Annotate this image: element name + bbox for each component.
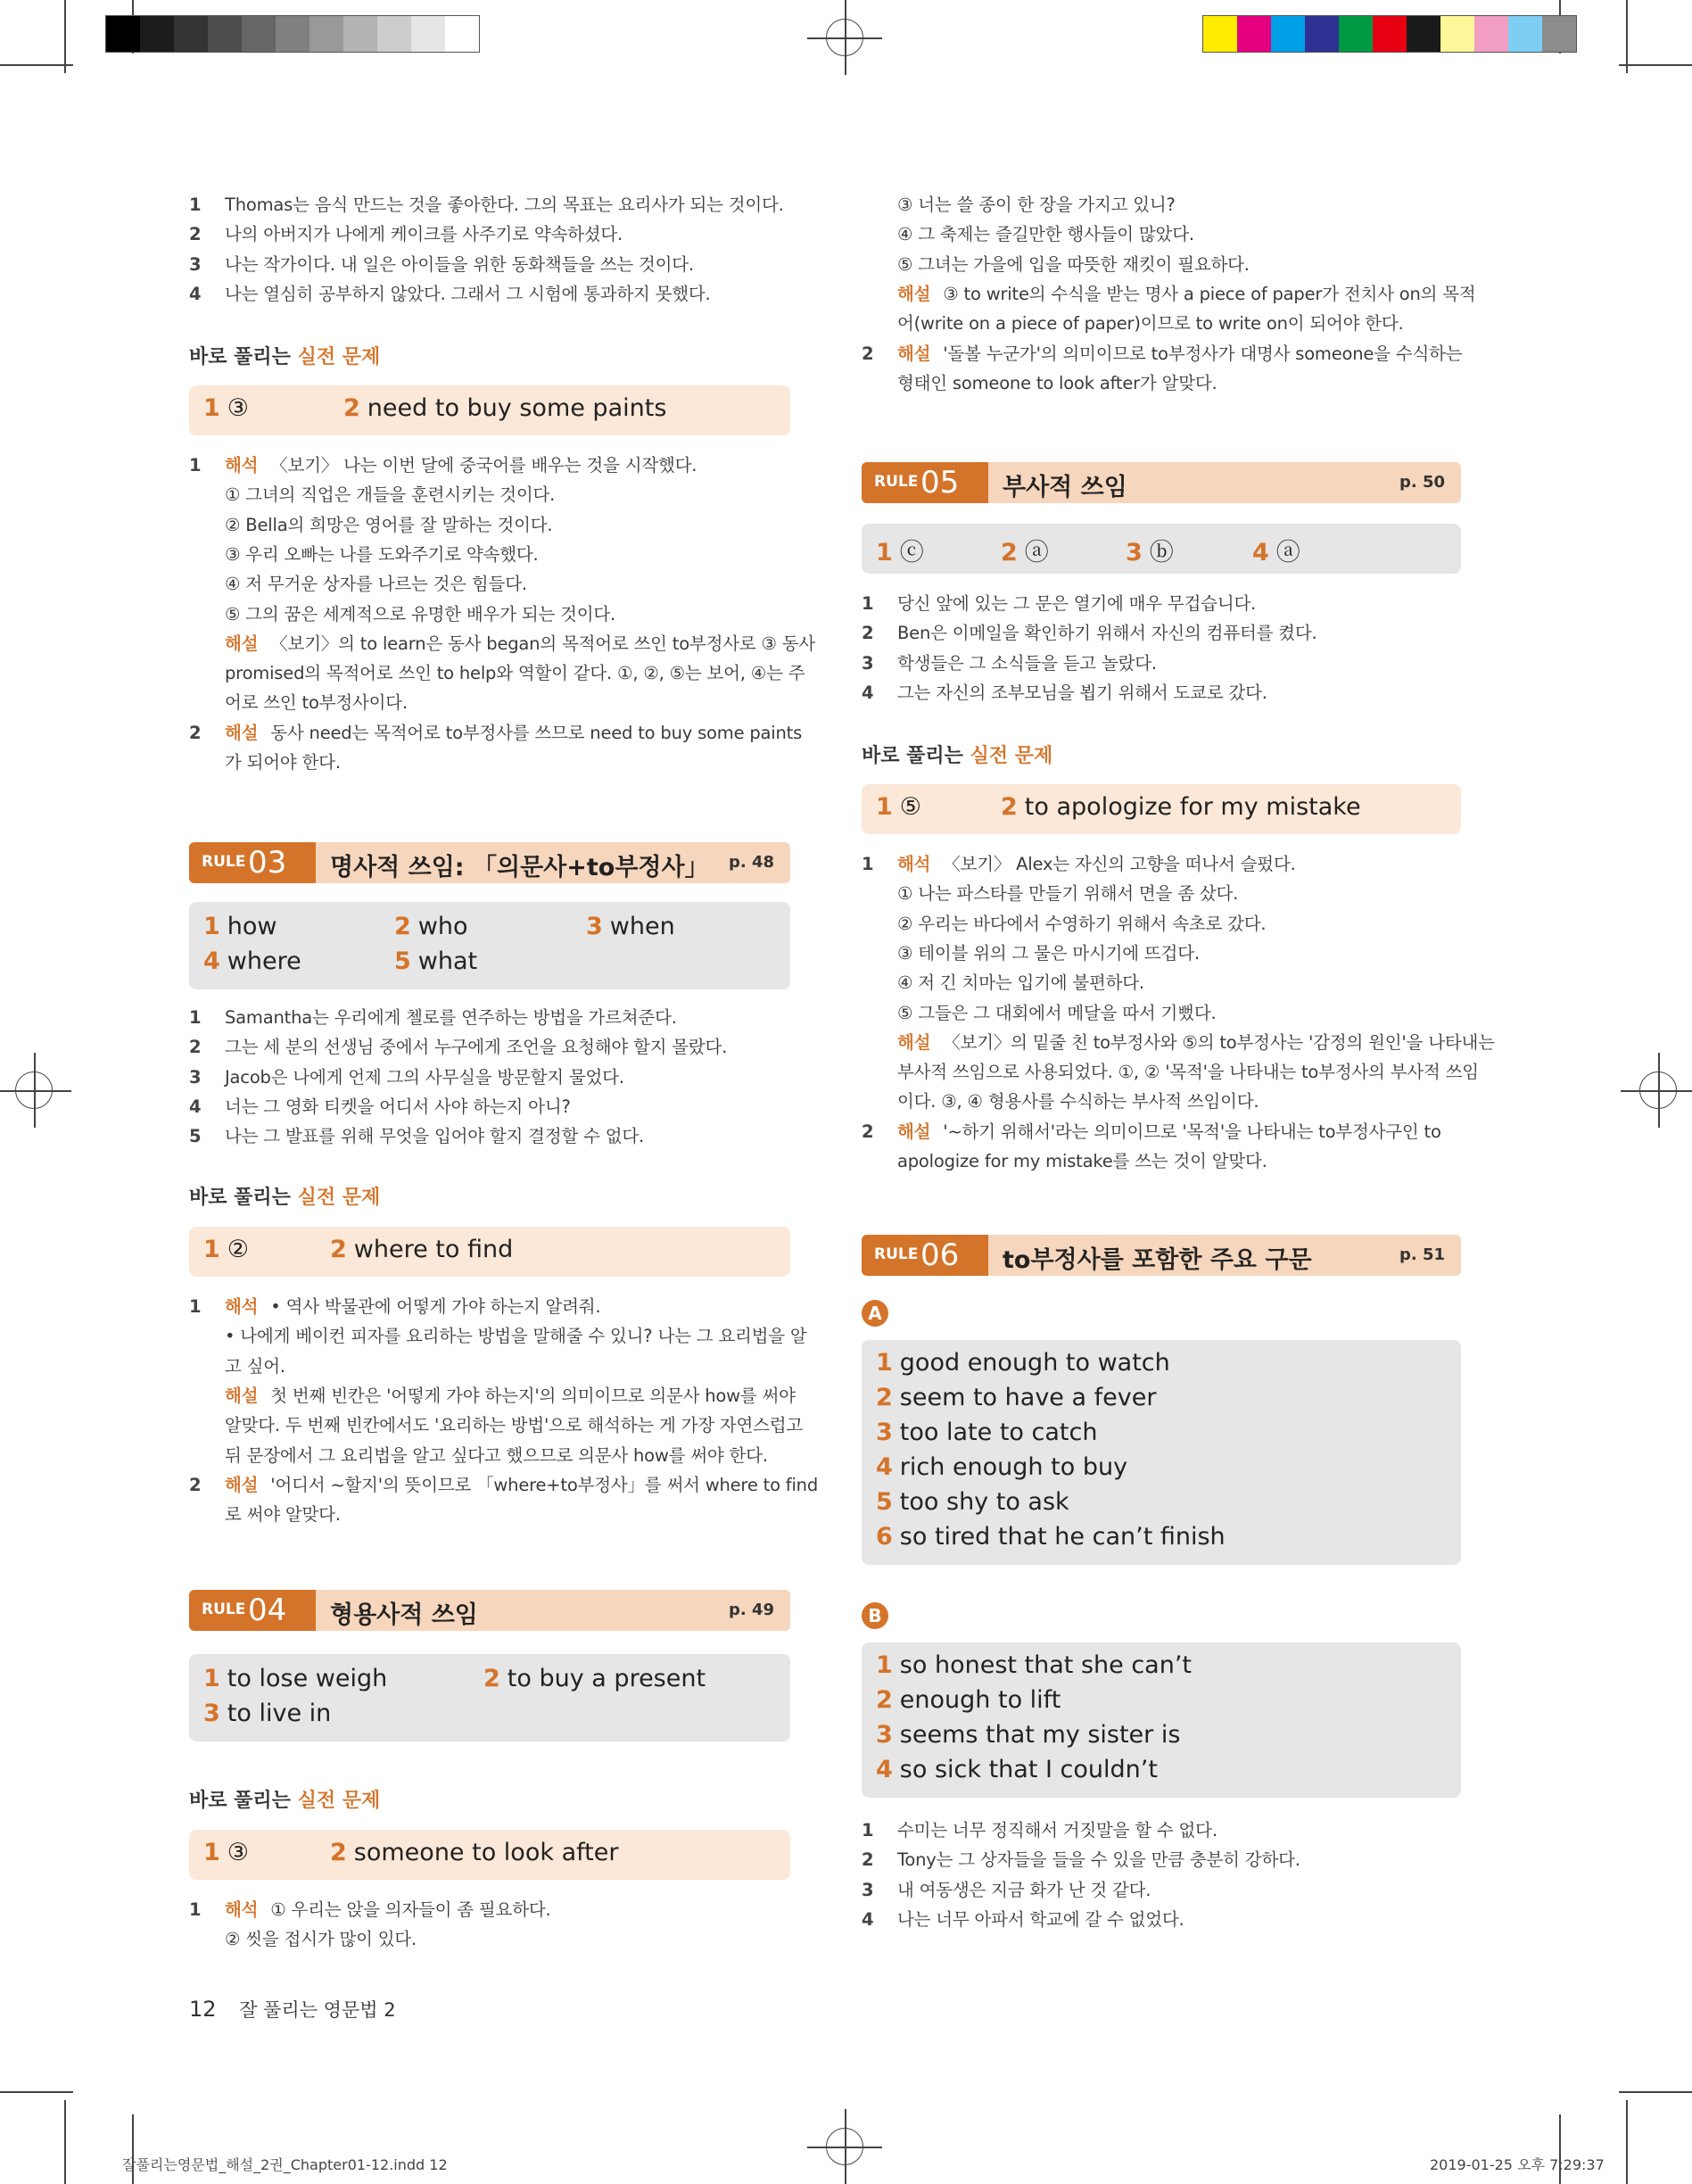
line-body: 나의 아버지가 나에게 케이크를 사주기로 약속하셨다. bbox=[225, 224, 623, 245]
line-body: 알맞다. 두 번째 빈칸에서도 '요리하는 방법'으로 해석하는 게 가장 자연스럽고 bbox=[225, 1415, 804, 1436]
label-tag: 해석 bbox=[225, 1899, 259, 1920]
line-body: ① 그녀의 직업은 개들을 훈련시키는 것이다. bbox=[225, 484, 556, 506]
date-slug: 2019-01-25 오후 7:29:37 bbox=[1430, 2156, 1605, 2173]
item-number: 4 bbox=[862, 682, 874, 703]
line-body: 어(write on a piece of paper)이므로 to write on이 되어야 한다. bbox=[897, 313, 1404, 335]
answer-item: 2 to buy a present bbox=[483, 1665, 706, 1692]
label-tag: 해석 bbox=[225, 1296, 259, 1317]
crop-mark bbox=[64, 2100, 66, 2184]
book-title: 잘 풀리는 영문법 2 bbox=[239, 1999, 396, 2021]
line-body: 가 되어야 한다. bbox=[225, 752, 341, 773]
answer-item: 3 ⓑ bbox=[1126, 539, 1174, 567]
line-text bbox=[897, 939, 1200, 968]
line-text bbox=[897, 1117, 1441, 1146]
color-swatch bbox=[1203, 16, 1237, 52]
answer-box bbox=[862, 1340, 1461, 1565]
line-body: ③ 우리 오빠는 나를 도와주기로 약속했다. bbox=[225, 543, 539, 565]
line-text bbox=[897, 1057, 1479, 1087]
answer-box bbox=[189, 1830, 790, 1880]
item-number: 1 bbox=[189, 1899, 202, 1920]
item-number: 2 bbox=[862, 623, 874, 644]
answer-item: 1 good enough to watch bbox=[876, 1349, 1170, 1377]
item-number: 2 bbox=[189, 1474, 202, 1495]
color-swatch bbox=[106, 16, 140, 52]
line-text bbox=[897, 190, 1176, 219]
line-text bbox=[225, 1470, 818, 1500]
answer-item: 4 rich enough to buy bbox=[876, 1453, 1128, 1481]
item-number: 2 bbox=[862, 343, 874, 364]
item-number: 1 bbox=[189, 194, 202, 215]
color-swatch bbox=[276, 16, 310, 52]
page-ref: p. 49 bbox=[728, 1601, 774, 1619]
answer-item: 2 who bbox=[394, 913, 468, 940]
line-text bbox=[897, 1905, 1184, 1934]
line-text bbox=[897, 1816, 1217, 1845]
answer-item: 2 ⓐ bbox=[1001, 539, 1049, 567]
line-text bbox=[897, 339, 1462, 368]
color-swatch bbox=[445, 16, 479, 52]
answer-item: 3 too late to catch bbox=[876, 1419, 1098, 1446]
line-body: Tony는 그 상자들을 들을 수 있을 만큼 충분히 강하다. bbox=[897, 1849, 1300, 1871]
answer-item: 2 seem to have a fever bbox=[876, 1384, 1157, 1411]
line-text bbox=[225, 1032, 727, 1062]
answer-item: 5 too shy to ask bbox=[876, 1488, 1069, 1516]
line-body: 형태인 someone to look after가 알맞다. bbox=[897, 372, 1217, 393]
line-text bbox=[225, 658, 805, 688]
label-tag: 해설 bbox=[225, 1474, 259, 1495]
color-calibration-bar bbox=[1202, 15, 1577, 53]
line-text bbox=[897, 909, 1266, 939]
line-text bbox=[897, 849, 1296, 879]
registration-mark bbox=[0, 1053, 71, 1128]
color-swatch bbox=[310, 16, 343, 52]
item-number: 3 bbox=[862, 1879, 874, 1900]
rule-title: to부정사를 포함한 주요 구문 bbox=[1003, 1246, 1312, 1274]
line-body: 수미는 너무 정직해서 거짓말을 할 수 없다. bbox=[897, 1820, 1217, 1841]
line-text bbox=[897, 1845, 1300, 1874]
line-text bbox=[897, 1028, 1495, 1057]
file-slug: 잘풀리는영문법_해설_2권_Chapter01-12.indd 12 bbox=[122, 2156, 448, 2173]
rule-title: 형용사적 쓰임 bbox=[330, 1601, 478, 1629]
color-swatch bbox=[208, 16, 242, 52]
line-body: '돌볼 누군가'의 의미이므로 to부정사가 대명사 someone을 수식하는 bbox=[943, 343, 1463, 364]
color-swatch bbox=[343, 16, 377, 52]
answer-item: 4 so sick that I couldn’t bbox=[876, 1756, 1158, 1783]
registration-mark bbox=[807, 0, 882, 75]
color-swatch bbox=[242, 16, 276, 52]
item-number: 5 bbox=[189, 1126, 202, 1147]
line-body: Samantha는 우리에게 첼로를 연주하는 방법을 가르쳐준다. bbox=[225, 1007, 677, 1028]
label-tag: 해설 bbox=[225, 722, 259, 743]
answer-item: 2 where to find bbox=[330, 1236, 514, 1263]
line-text bbox=[897, 649, 1157, 678]
registration-mark bbox=[807, 2109, 882, 2184]
line-body: 로 써야 알맞다. bbox=[225, 1504, 341, 1526]
line-body: ⑤ 그들은 그 대회에서 메달을 따서 기뻤다. bbox=[897, 1002, 1217, 1023]
item-number: 1 bbox=[189, 1007, 202, 1028]
line-text bbox=[225, 1895, 550, 1924]
line-text bbox=[897, 998, 1216, 1028]
label-tag: 해석 bbox=[897, 854, 931, 874]
line-body: '어디서 ~할지'의 뜻이므로 「where+to부정사」를 써서 where to find bbox=[270, 1474, 819, 1495]
line-body: apologize for my mistake를 쓰는 것이 알맞다. bbox=[897, 1151, 1267, 1171]
label-tag: 해설 bbox=[897, 1121, 931, 1142]
line-text bbox=[225, 1121, 644, 1151]
page-ref: p. 48 bbox=[728, 853, 774, 872]
item-number: 3 bbox=[862, 652, 874, 674]
answer-item: 5 what bbox=[394, 947, 478, 975]
label-tag: 해설 bbox=[897, 1031, 931, 1053]
line-body: • 나에게 베이컨 피자를 요리하는 방법을 말해줄 수 있니? 나는 그 요리법을 알 bbox=[225, 1326, 807, 1347]
line-text bbox=[225, 1292, 600, 1321]
line-body: ③ 너는 쓸 종이 한 장을 가지고 있니? bbox=[897, 194, 1176, 215]
answer-item: 1 how bbox=[203, 913, 277, 940]
item-number: 2 bbox=[862, 1849, 874, 1871]
answer-item: 1 ⑤ bbox=[876, 793, 922, 821]
answer-item: 1 to lose weigh bbox=[203, 1665, 388, 1692]
line-text bbox=[897, 219, 1194, 249]
label-tag: 해설 bbox=[897, 343, 931, 364]
line-text bbox=[225, 510, 552, 540]
line-body: Thomas는 음식 만드는 것을 좋아한다. 그의 목표는 요리사가 되는 것이다. bbox=[225, 194, 784, 215]
color-swatch bbox=[1339, 16, 1373, 52]
registration-mark bbox=[1621, 1053, 1692, 1128]
answer-box bbox=[189, 902, 790, 989]
page-ref: p. 50 bbox=[1399, 473, 1445, 492]
line-text bbox=[225, 569, 527, 599]
line-text bbox=[897, 589, 1256, 618]
answer-item: 4 where bbox=[203, 947, 301, 975]
item-number: 1 bbox=[189, 1296, 202, 1317]
line-text bbox=[225, 688, 408, 717]
crop-mark bbox=[1626, 0, 1628, 73]
section-b-badge: B bbox=[862, 1602, 888, 1629]
line-text bbox=[225, 1410, 803, 1440]
answer-item: 1 ③ bbox=[203, 394, 250, 422]
line-body: 그는 자신의 조부모님을 뵙기 위해서 도쿄로 갔다. bbox=[897, 682, 1267, 703]
line-text bbox=[897, 618, 1317, 648]
line-text bbox=[897, 279, 1476, 309]
line-body: ③ 테이블 위의 그 물은 마시기에 뜨겁다. bbox=[897, 942, 1200, 964]
line-body: 고 싶어. bbox=[225, 1355, 285, 1377]
item-number: 1 bbox=[862, 593, 874, 614]
practice-heading: 바로 풀리는 실전 문제 bbox=[189, 346, 381, 368]
line-body: ① 우리는 앉을 의자들이 좀 필요하다. bbox=[270, 1899, 551, 1920]
line-body: ③ to write의 수식을 받는 명사 a piece of paper가 전치사 on의 목적 bbox=[943, 283, 1476, 304]
line-body: 당신 앞에 있는 그 문은 열기에 매우 무겁습니다. bbox=[897, 593, 1257, 614]
rule-title: 명사적 쓰임: 「의문사+to부정사」 bbox=[330, 854, 709, 881]
page-footer bbox=[189, 1996, 396, 2023]
line-body: 나는 그 발표를 위해 무엇을 입어야 할지 결정할 수 없다. bbox=[225, 1126, 644, 1147]
item-number: 3 bbox=[189, 1066, 202, 1088]
line-text bbox=[225, 451, 697, 480]
line-text bbox=[225, 1063, 624, 1092]
answer-item: 6 so tired that he can’t finish bbox=[876, 1523, 1226, 1551]
rule-06-header: RULE 06 to부정사를 포함한 주요 구문 p. 51 bbox=[862, 1235, 1461, 1276]
line-text bbox=[897, 250, 1250, 279]
line-body: 동사 need는 목적어로 to부정사를 쓰므로 need to buy some paints bbox=[270, 722, 803, 743]
line-text bbox=[897, 309, 1404, 338]
line-body: 뒤 문장에서 그 요리법을 알고 싶다고 했으므로 의문사 how를 써야 한다. bbox=[225, 1444, 768, 1466]
answer-box bbox=[189, 385, 790, 435]
item-number: 2 bbox=[189, 224, 202, 245]
line-body: 부사적 쓰임으로 사용되었다. ①, ② '목적'을 나타내는 to부정사의 부사적 쓰임 bbox=[897, 1062, 1479, 1083]
line-text bbox=[225, 1321, 807, 1351]
answer-item: 1 ⓒ bbox=[876, 539, 924, 567]
answer-box bbox=[862, 524, 1461, 574]
line-body: 내 여동생은 지금 화가 난 것 같다. bbox=[897, 1879, 1151, 1900]
color-swatch bbox=[140, 16, 174, 52]
rule-title: 부사적 쓰임 bbox=[1003, 474, 1127, 501]
rule-05-header: RULE 05 부사적 쓰임 p. 50 bbox=[862, 462, 1461, 503]
line-text bbox=[897, 879, 1238, 908]
line-text bbox=[225, 480, 555, 509]
answer-item: 2 enough to lift bbox=[876, 1686, 1061, 1714]
color-swatch bbox=[1407, 16, 1440, 52]
line-text bbox=[225, 1381, 796, 1410]
line-text bbox=[225, 219, 623, 249]
line-text bbox=[897, 1087, 1259, 1116]
line-text bbox=[225, 540, 538, 569]
line-body: '~하기 위해서'라는 의미이므로 '목적'을 나타내는 to부정사구인 to bbox=[943, 1121, 1441, 1142]
color-swatch bbox=[1542, 16, 1576, 52]
item-number: 2 bbox=[862, 1121, 874, 1142]
line-body: 나는 너무 아파서 학교에 갈 수 없었다. bbox=[897, 1908, 1184, 1930]
color-swatch bbox=[411, 16, 445, 52]
line-body: 학생들은 그 소식들을 듣고 놀랐다. bbox=[897, 652, 1157, 674]
line-body: ⑤ 그의 꿈은 세계적으로 유명한 배우가 되는 것이다. bbox=[225, 603, 616, 625]
line-text bbox=[225, 1003, 677, 1032]
line-body: 〈보기〉 나는 이번 달에 중국어를 배우는 것을 시작했다. bbox=[270, 455, 697, 476]
color-swatch bbox=[1373, 16, 1407, 52]
line-body: ④ 그 축제는 즐길만한 행사들이 많았다. bbox=[897, 224, 1194, 245]
answer-item: 3 seems that my sister is bbox=[876, 1721, 1181, 1749]
item-number: 2 bbox=[189, 722, 202, 743]
line-text bbox=[225, 1092, 571, 1121]
rule-03-header: RULE 03 명사적 쓰임: 「의문사+to부정사」 p. 48 bbox=[189, 842, 790, 883]
practice-heading: 바로 풀리는 실전 문제 bbox=[189, 1187, 381, 1209]
answer-box bbox=[862, 784, 1461, 834]
line-body: 첫 번째 빈칸은 '어떻게 가야 하는지'의 의미이므로 의문사 how를 써야 bbox=[270, 1385, 796, 1406]
practice-heading: 바로 풀리는 실전 문제 bbox=[862, 745, 1053, 767]
line-text bbox=[225, 1441, 768, 1470]
color-swatch bbox=[1508, 16, 1542, 52]
line-body: 어로 쓰인 to부정사이다. bbox=[225, 692, 408, 714]
line-text bbox=[225, 748, 341, 777]
answer-item: 1 so honest that she can’t bbox=[876, 1651, 1193, 1679]
section-a-badge: A bbox=[862, 1300, 888, 1327]
crop-mark bbox=[0, 64, 73, 66]
line-body: ② 씻을 접시가 많이 있다. bbox=[225, 1929, 417, 1950]
line-text bbox=[897, 368, 1217, 398]
answer-item: 1 ② bbox=[203, 1236, 250, 1263]
color-swatch bbox=[1271, 16, 1305, 52]
line-text bbox=[897, 678, 1267, 707]
line-text bbox=[897, 1146, 1267, 1176]
line-body: 〈보기〉의 to learn은 동사 began의 목적어로 쓰인 to부정사로 ③ 동사 bbox=[270, 633, 816, 654]
line-body: ② Bella의 희망은 영어를 잘 말하는 것이다. bbox=[225, 514, 553, 535]
crop-mark bbox=[1619, 2091, 1692, 2093]
crop-mark bbox=[0, 2091, 73, 2093]
line-body: ① 나는 파스타를 만들기 위해서 면을 좀 샀다. bbox=[897, 883, 1239, 905]
line-body: ④ 저 무거운 상자를 나르는 것은 힘들다. bbox=[225, 574, 527, 595]
line-body: 그는 세 분의 선생님 중에서 누구에게 조언을 요청해야 할지 몰랐다. bbox=[225, 1037, 728, 1058]
line-text bbox=[225, 279, 711, 309]
answer-item: 2 need to buy some paints bbox=[343, 394, 667, 422]
line-body: promised의 목적어로 쓰인 to help와 역할이 같다. ①, ②, ⑤는 보어, ④는 주 bbox=[225, 663, 805, 684]
line-text bbox=[225, 629, 815, 658]
answer-box bbox=[862, 1642, 1461, 1798]
label-tag: 해설 bbox=[225, 633, 259, 654]
color-swatch bbox=[1474, 16, 1508, 52]
line-body: ② 우리는 바다에서 수영하기 위해서 속초로 갔다. bbox=[897, 913, 1267, 934]
color-swatch bbox=[1305, 16, 1339, 52]
item-number: 4 bbox=[862, 1908, 874, 1930]
line-text bbox=[225, 1500, 341, 1529]
color-swatch bbox=[1237, 16, 1271, 52]
line-text bbox=[225, 718, 802, 748]
line-body: 이다. ③, ④ 형용사를 수식하는 부사적 쓰임이다. bbox=[897, 1091, 1259, 1113]
practice-heading: 바로 풀리는 실전 문제 bbox=[189, 1790, 381, 1812]
line-body: ④ 저 긴 치마는 입기에 불편하다. bbox=[897, 972, 1144, 994]
line-body: Ben은 이메일을 확인하기 위해서 자신의 컴퓨터를 켰다. bbox=[897, 623, 1317, 644]
color-swatch bbox=[1440, 16, 1474, 52]
answer-item: 3 when bbox=[586, 913, 675, 940]
line-body: Jacob은 나에게 언제 그의 사무실을 방문할지 물었다. bbox=[225, 1066, 624, 1088]
item-number: 4 bbox=[189, 1096, 202, 1117]
answer-box bbox=[189, 1227, 790, 1277]
line-text bbox=[225, 1352, 285, 1381]
item-number: 1 bbox=[189, 455, 202, 476]
label-tag: 해석 bbox=[225, 455, 259, 476]
color-swatch bbox=[377, 16, 411, 52]
answer-box bbox=[189, 1654, 790, 1741]
page-ref: p. 51 bbox=[1399, 1245, 1445, 1264]
line-body: • 역사 박물관에 어떻게 가야 하는지 알려줘. bbox=[270, 1296, 601, 1317]
line-text bbox=[897, 968, 1144, 997]
answer-item: 2 to apologize for my mistake bbox=[1001, 793, 1361, 821]
answer-item: 4 ⓐ bbox=[1252, 539, 1300, 567]
item-number: 1 bbox=[862, 854, 874, 874]
label-tag: 해설 bbox=[225, 1385, 259, 1406]
item-number: 3 bbox=[189, 253, 202, 275]
line-text bbox=[225, 250, 694, 279]
crop-mark bbox=[1619, 64, 1692, 66]
line-body: 너는 그 영화 티켓을 어디서 사야 하는지 아니? bbox=[225, 1096, 571, 1117]
line-text bbox=[897, 1875, 1151, 1905]
line-body: 〈보기〉 Alex는 자신의 고향을 떠나서 슬펐다. bbox=[943, 854, 1296, 874]
line-body: 나는 작가이다. 내 일은 아이들을 위한 동화책들을 쓰는 것이다. bbox=[225, 253, 694, 275]
line-text bbox=[225, 1924, 417, 1954]
page-number: 12 bbox=[189, 1997, 217, 2022]
line-body: 나는 열심히 공부하지 않았다. 그래서 그 시험에 통과하지 못했다. bbox=[225, 283, 711, 304]
rule-04-header: RULE 04 형용사적 쓰임 p. 49 bbox=[189, 1590, 790, 1631]
answer-item: 2 someone to look after bbox=[330, 1839, 619, 1866]
crop-mark bbox=[64, 0, 66, 73]
line-body: 〈보기〉의 밑줄 친 to부정사와 ⑤의 to부정사는 '감정의 원인'을 나타내는 bbox=[943, 1031, 1495, 1053]
line-text bbox=[225, 600, 615, 629]
line-body: ⑤ 그녀는 가을에 입을 따뜻한 재킷이 필요하다. bbox=[897, 253, 1250, 275]
item-number: 4 bbox=[189, 283, 202, 304]
label-tag: 해설 bbox=[897, 283, 931, 304]
answer-item: 1 ③ bbox=[203, 1839, 250, 1866]
line-text bbox=[225, 190, 784, 219]
answer-item: 3 to live in bbox=[203, 1700, 332, 1727]
gray-calibration-bar bbox=[105, 15, 480, 53]
color-swatch bbox=[174, 16, 208, 52]
item-number: 2 bbox=[189, 1037, 202, 1058]
crop-mark bbox=[1626, 2100, 1628, 2184]
item-number: 1 bbox=[862, 1820, 874, 1841]
